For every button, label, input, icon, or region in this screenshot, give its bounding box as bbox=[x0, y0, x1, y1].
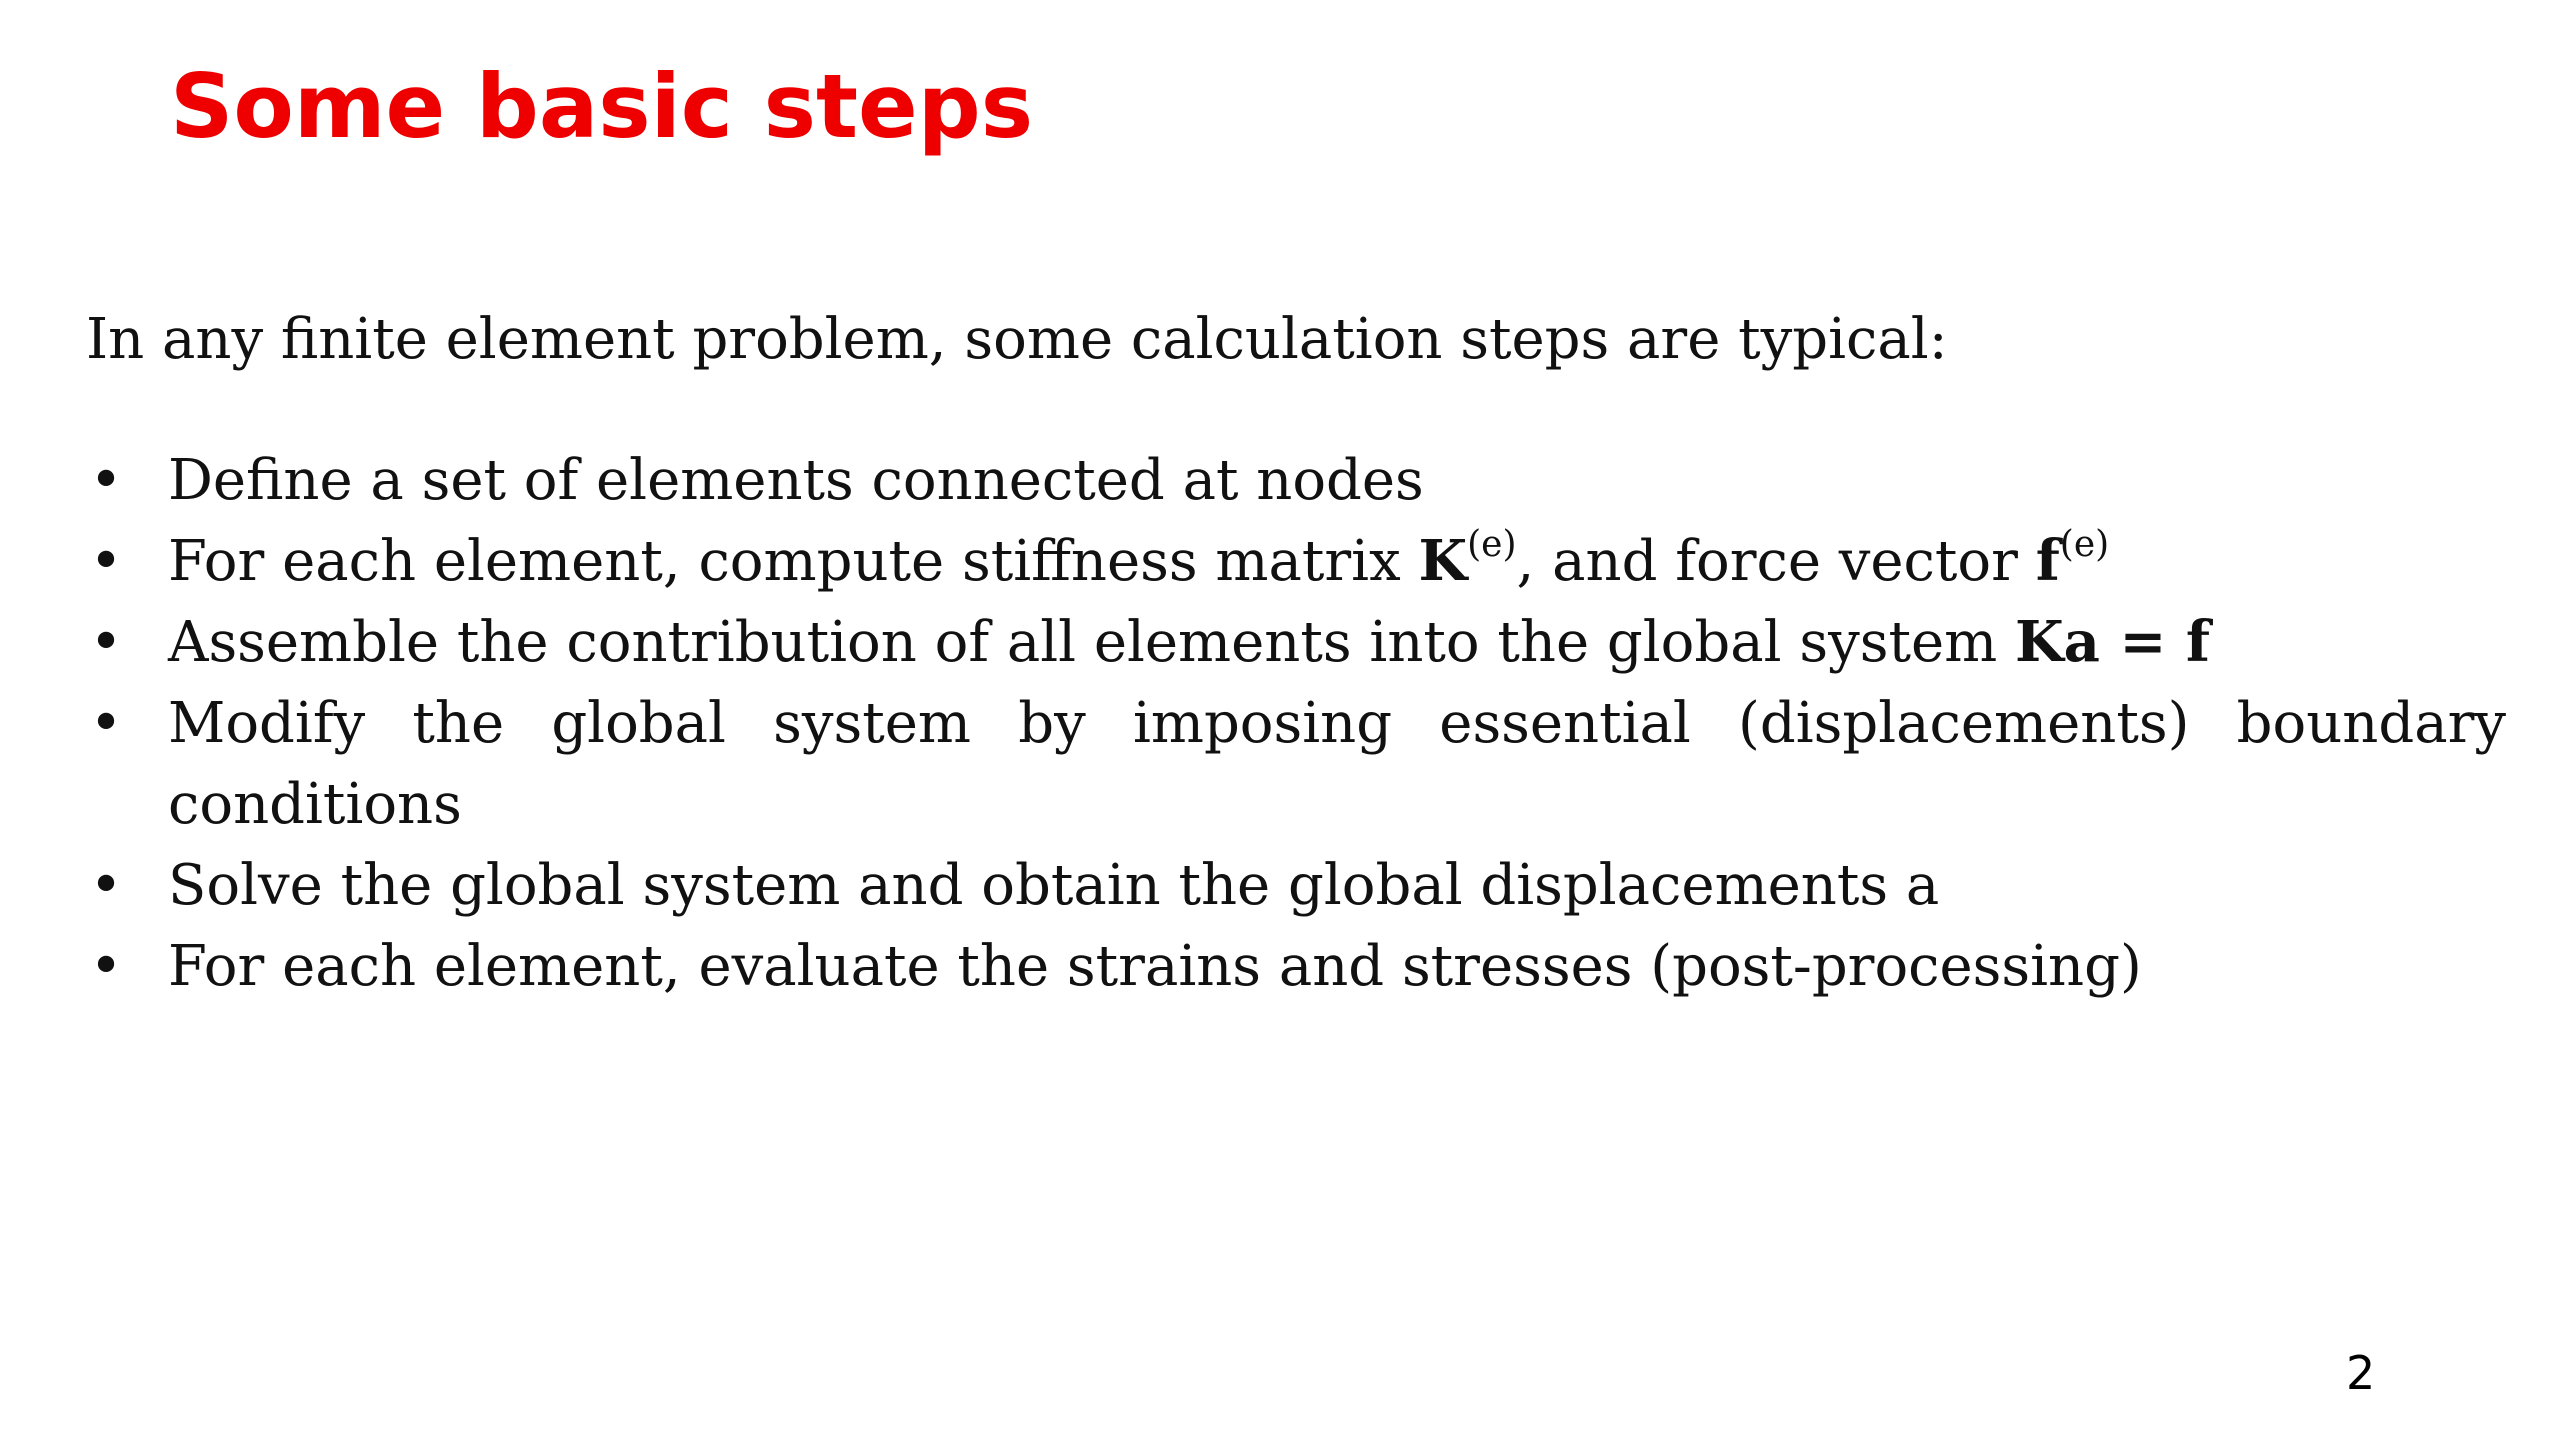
stiffness-matrix-symbol: K bbox=[1418, 528, 1468, 594]
step-text: Solve the global system and obtain the global displacements a bbox=[168, 853, 1940, 918]
element-superscript: (e) bbox=[2059, 524, 2110, 565]
bullet-icon: • bbox=[89, 610, 123, 675]
list-item bbox=[86, 440, 2506, 521]
global-system-equation: Ka = f bbox=[2015, 609, 2210, 675]
step-text bbox=[168, 602, 2506, 683]
intro-text: In any finite element problem, some calculation steps are typical: bbox=[86, 307, 1948, 372]
list-item bbox=[86, 845, 2506, 926]
list-item bbox=[86, 926, 2506, 1007]
step-text: For each element, evaluate the strains and stresses (post-processing) bbox=[168, 934, 2142, 999]
list-item bbox=[86, 521, 2506, 602]
page-number: 2 bbox=[2346, 1346, 2376, 1400]
bullet-icon: • bbox=[89, 853, 123, 918]
bullet-icon: • bbox=[89, 934, 123, 999]
element-superscript: (e) bbox=[1467, 524, 1517, 565]
bullet-icon: • bbox=[89, 448, 123, 513]
step-text: Define a set of elements connected at nodes bbox=[168, 448, 1424, 513]
list-item bbox=[86, 683, 2506, 845]
steps-list bbox=[86, 440, 2506, 1007]
step-text-part: For each element, compute stiffness matrix bbox=[168, 529, 1419, 594]
list-item bbox=[86, 602, 2506, 683]
bullet-icon: • bbox=[89, 691, 123, 756]
step-text-part: Assemble the contribution of all elements into the global system bbox=[168, 610, 2015, 675]
step-text bbox=[168, 521, 2506, 602]
step-text: Modify the global system by imposing essential (displacements) boundary conditions bbox=[168, 691, 2506, 837]
slide-title: Some basic steps bbox=[170, 55, 1034, 158]
step-text-part: , and force vector bbox=[1516, 529, 2036, 594]
force-vector-symbol: f bbox=[2035, 528, 2060, 594]
bullet-icon: • bbox=[89, 529, 123, 594]
